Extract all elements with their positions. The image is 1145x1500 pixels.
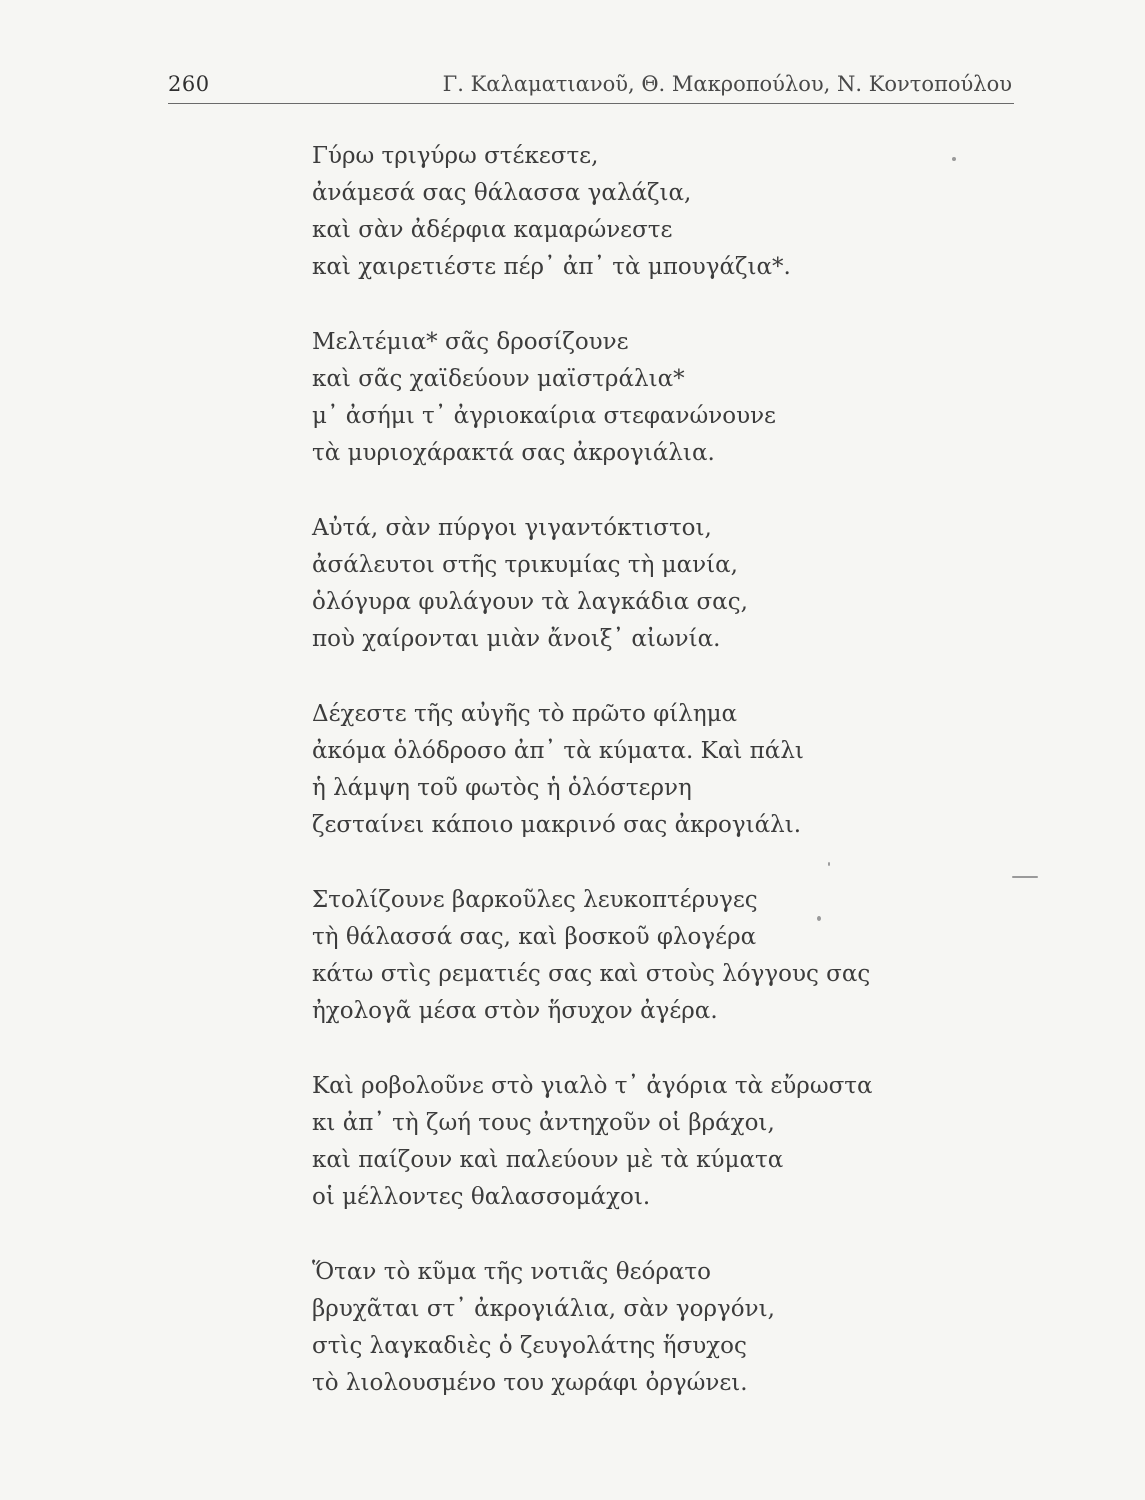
- stanza-2: [312, 324, 952, 472]
- poem-line: τὸ λιολουσμένο του χωράφι ὀργώνει.: [312, 1370, 748, 1396]
- stanza-3: [312, 510, 952, 658]
- stanza-7: [312, 1254, 952, 1402]
- poem-line: ἀκόμα ὁλόδροσο ἀπ᾽ τὰ κύματα. Καὶ πάλι: [312, 738, 804, 764]
- page-number: 260: [168, 72, 210, 96]
- poem-line: ἀνάμεσά σας θάλασσα γαλάζια,: [312, 180, 692, 206]
- poem-line: ποὺ χαίρονται μιὰν ἄνοιξ᾽ αἰωνία.: [312, 626, 721, 652]
- poem-line: καὶ σᾶς χαϊδεύουν μαϊστράλια*: [312, 366, 685, 392]
- page-header: [168, 68, 1018, 102]
- scan-speck: [952, 157, 956, 161]
- poem-line: ἠχολογᾶ μέσα στὸν ἥσυχον ἀγέρα.: [312, 998, 718, 1024]
- header-rule: [168, 103, 1014, 104]
- poem-line: Καὶ ροβολοῦνε στὸ γιαλὸ τ᾽ ἀγόρια τὰ εὔρωστα: [312, 1073, 873, 1099]
- poem-line: ἀσάλευτοι στῆς τρικυμίας τὴ μανία,: [312, 552, 738, 578]
- poem-line: Δέχεστε τῆς αὐγῆς τὸ πρῶτο φίλημα: [312, 701, 738, 727]
- stanza-6: [312, 1068, 952, 1216]
- poem-line: μ᾽ ἀσήμι τ᾽ ἀγριοκαίρια στεφανώνουνε: [312, 403, 776, 429]
- poem-line: καὶ σὰν ἀδέρφια καμαρώνεστε: [312, 217, 673, 243]
- scan-speck: [828, 862, 830, 866]
- poem-line: Γύρω τριγύρω στέκεστε,: [312, 143, 599, 169]
- poem-line: Αὐτά, σὰν πύργοι γιγαντόκτιστοι,: [312, 515, 712, 541]
- poem-line: στὶς λαγκαδιὲς ὁ ζευγολάτης ἥσυχος: [312, 1333, 747, 1359]
- poem-line: καὶ χαιρετιέστε πέρ᾽ ἀπ᾽ τὰ μπουγάζια*.: [312, 254, 791, 280]
- scan-speck: [817, 916, 821, 921]
- poem-line: τὰ μυριοχάρακτά σας ἀκρογιάλια.: [312, 440, 715, 466]
- poem-line: Ὅταν τὸ κῦμα τῆς νοτιᾶς θεόρατο: [312, 1259, 711, 1285]
- poem-line: κάτω στὶς ρεματιές σας καὶ στοὺς λόγγους σας: [312, 961, 871, 987]
- poem-line: κι ἀπ᾽ τὴ ζωή τους ἀντηχοῦν οἱ βράχοι,: [312, 1110, 775, 1136]
- poem-line: οἱ μέλλοντες θαλασσομάχοι.: [312, 1184, 651, 1210]
- poem-line: ὁλόγυρα φυλάγουν τὰ λαγκάδια σας,: [312, 589, 748, 615]
- stanza-5: [312, 882, 952, 1030]
- poem-line: Στολίζουνε βαρκοῦλες λευκοπτέρυγες: [312, 887, 758, 913]
- poem-line: ζεσταίνει κάποιο μακρινό σας ἀκρογιάλι.: [312, 812, 802, 838]
- scan-speck: [1012, 876, 1038, 878]
- poem-line: τὴ θάλασσά σας, καὶ βοσκοῦ φλογέρα: [312, 924, 757, 950]
- stanza-4: [312, 696, 952, 844]
- poem-line: καὶ παίζουν καὶ παλεύουν μὲ τὰ κύματα: [312, 1147, 784, 1173]
- stanza-1: [312, 138, 952, 286]
- running-head: Γ. Καλαματιανοῦ, Θ. Μακροπούλου, Ν. Κοντοπούλου: [442, 72, 1012, 96]
- poem-line: ἡ λάμψη τοῦ φωτὸς ἡ ὁλόστερνη: [312, 775, 692, 801]
- poem-line: βρυχᾶται στ᾽ ἀκρογιάλια, σὰν γοργόνι,: [312, 1296, 775, 1322]
- poem-line: Μελτέμια* σᾶς δροσίζουνε: [312, 329, 629, 355]
